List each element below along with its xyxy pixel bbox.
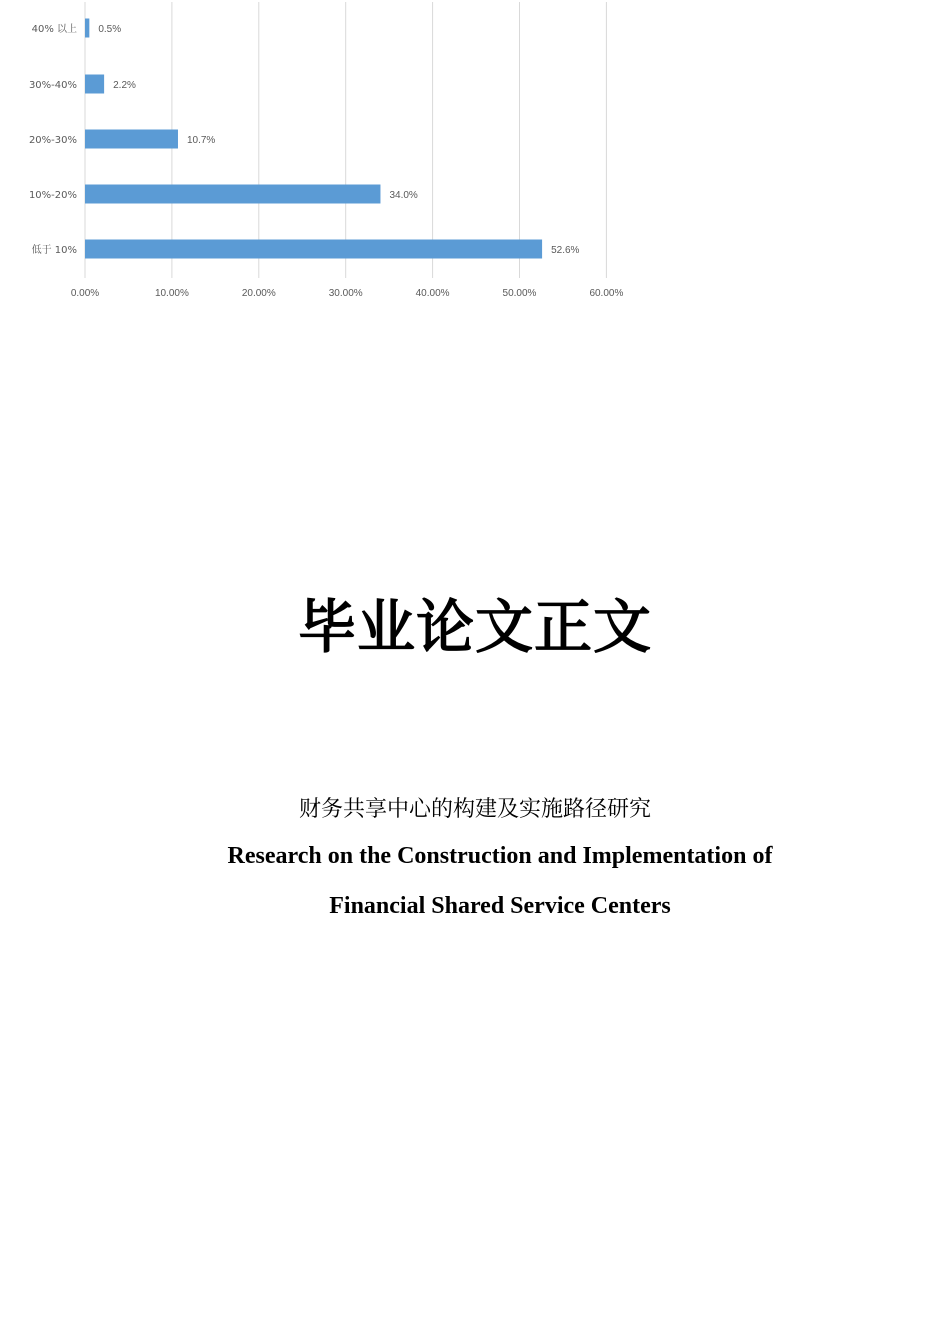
category-label: 20%-30%	[28, 135, 77, 146]
bar	[85, 75, 104, 94]
data-label: 34.0%	[389, 190, 418, 201]
x-tick-label: 40.00%	[415, 288, 450, 299]
bar	[85, 185, 380, 204]
bar-chart-svg	[0, 0, 650, 320]
data-label: 0.5%	[98, 24, 122, 35]
bar	[85, 130, 178, 149]
category-label: 30%-40%	[28, 80, 77, 91]
x-tick-label: 0.00%	[70, 288, 100, 299]
bar-chart	[0, 0, 650, 320]
x-tick-label: 10.00%	[154, 288, 189, 299]
bar	[85, 19, 89, 38]
category-label: 低于 10%	[31, 245, 77, 256]
english-title-line-1: Research on the Construction and Implementation of	[227, 843, 773, 869]
x-tick-label: 30.00%	[328, 288, 363, 299]
data-label: 52.6%	[551, 245, 580, 256]
data-label: 10.7%	[186, 135, 216, 146]
bar	[85, 240, 542, 259]
x-tick-label: 60.00%	[589, 288, 624, 299]
data-label: 2.2%	[113, 80, 136, 91]
x-tick-label: 50.00%	[502, 288, 537, 299]
category-label: 40% 以上	[31, 24, 77, 35]
chinese-thesis-title: 财务共享中心的构建及实施路径研究	[298, 797, 651, 822]
english-title-line-2: Financial Shared Service Centers	[329, 893, 671, 919]
main-title: 毕业论文正文	[297, 593, 652, 661]
category-label: 10%-20%	[28, 190, 77, 201]
x-tick-label: 20.00%	[241, 288, 276, 299]
